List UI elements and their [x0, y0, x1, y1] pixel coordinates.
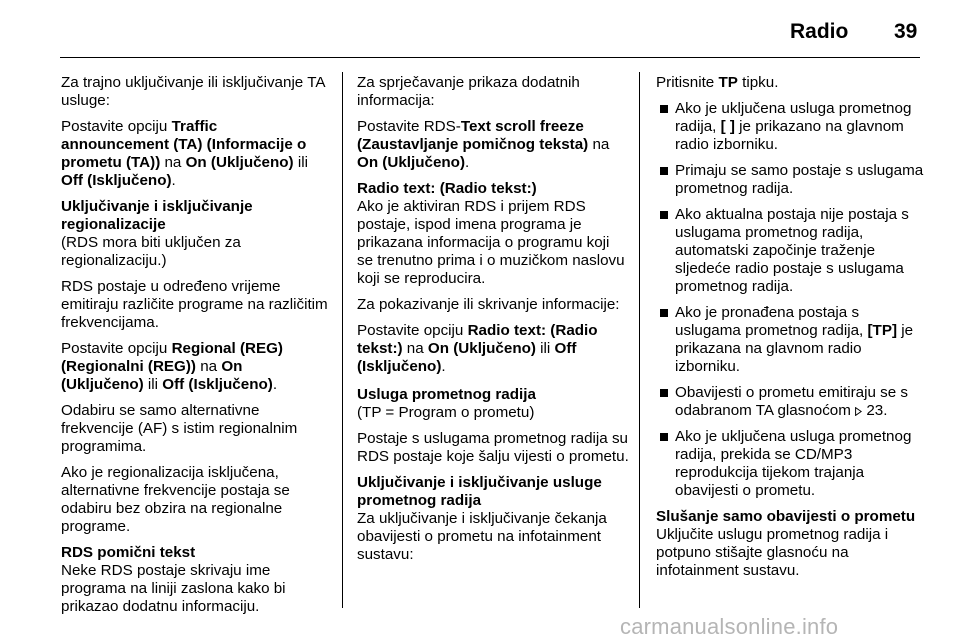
page-title: Radio	[790, 20, 849, 43]
bullet-list	[656, 100, 928, 500]
text: Postavite opciju	[357, 322, 468, 339]
paragraph: Za sprječavanje prikaza dodatnih informacija:	[357, 74, 580, 109]
paragraph: (RDS mora biti uključen za regionalizaciju.)	[61, 234, 241, 269]
indicator-symbol: [ ]	[720, 118, 735, 135]
text: .	[465, 154, 470, 171]
section-heading: Radio text: (Radio tekst:)	[357, 180, 537, 197]
section-heading: Usluga prometnog radija	[357, 386, 536, 403]
bullet-icon	[660, 105, 668, 113]
text: Postavite opciju	[61, 118, 172, 135]
paragraph: (TP = Program o prometu)	[357, 404, 535, 421]
list-item	[656, 206, 928, 296]
page-reference[interactable]: 23	[866, 402, 884, 419]
button-name: TP	[718, 74, 738, 91]
list-item	[656, 100, 928, 154]
text: Ako je uključena usluga prometnog radija,	[675, 100, 912, 135]
text: je prikazano na glavnom radio izborniku.	[675, 118, 904, 153]
option-value: On (Uključeno)	[357, 154, 466, 171]
page-number: 39	[894, 20, 918, 43]
option-value: Off (Isključeno)	[357, 340, 577, 375]
paragraph: Za pokazivanje ili skrivanje informacije:	[357, 296, 620, 313]
paragraph: Uključite uslugu prometnog radija i potpuno stišajte glasnoću na infotainment sustavu.	[656, 526, 889, 579]
column-3	[656, 74, 928, 588]
paragraph: Odabiru se samo alternativne frekvencije (AF) s istim regionalnim programima.	[61, 402, 298, 455]
text: .	[883, 402, 888, 419]
column-2	[357, 74, 629, 572]
section-heading: RDS pomični tekst	[61, 544, 196, 561]
text: Postavite opciju	[61, 340, 172, 357]
bullet-icon	[660, 389, 668, 397]
text: Postavite RDS-	[357, 118, 461, 135]
list-item	[656, 162, 928, 198]
bullet-icon	[660, 433, 668, 441]
text: na	[196, 358, 222, 375]
option-value: On (Uključeno)	[61, 358, 243, 393]
text: .	[171, 172, 176, 189]
paragraph: Ako je aktiviran RDS i prijem RDS postaje, ispod imena programa je prikazana informacija o programu koji se trenutno prima i o muzičkom naslovu koji se reproducira.	[357, 198, 625, 287]
paragraph: Ako je regionalizacija isključena, alternativne frekvencije postaja se odabiru bez obzira na regionalne programe.	[61, 464, 290, 535]
text: na	[402, 340, 428, 357]
paragraph: RDS postaje u određeno vrijeme emitiraju različite programe na različitim frekvencijama.	[61, 278, 328, 331]
paragraph: Postaje s uslugama prometnog radija su RDS postaje koje šalju vijesti o prometu.	[357, 430, 629, 465]
column-divider-2	[639, 72, 640, 608]
paragraph	[357, 118, 629, 172]
paragraph	[357, 322, 629, 376]
text: Obavijesti o prometu emitiraju se s odabranom TA glasnoćom	[675, 384, 908, 419]
text: .	[441, 358, 446, 375]
paragraph: Neke RDS postaje skrivaju ime programa na liniji zaslona kako bi prikazao dodatnu informaciju.	[61, 562, 286, 615]
text: ili	[293, 154, 308, 171]
text: ili	[535, 340, 555, 357]
list-item	[656, 428, 928, 500]
page-header	[0, 0, 960, 60]
header-rule	[60, 57, 920, 58]
option-name: Traffic announcement (TA) (Informacije o prometu (TA))	[61, 118, 307, 171]
section-heading: Slušanje samo obavijesti o prometu	[656, 508, 916, 525]
option-value: On (Uključeno)	[427, 340, 536, 357]
text: na	[160, 154, 186, 171]
paragraph	[656, 74, 928, 92]
text: je prikazana na glavnom radio izborniku.	[675, 322, 914, 375]
option-name: Regional (REG) (Regionalni (REG))	[61, 340, 283, 375]
option-value: On (Uključeno)	[185, 154, 294, 171]
section-heading: Uključivanje i isključivanje usluge prometnog radija	[357, 474, 602, 509]
bullet-icon	[660, 309, 668, 317]
text: Ako je uključena usluga prometnog radija, prekida se CD/MP3 reprodukcija tijekom trajanja obavijesti o prometu.	[675, 428, 912, 499]
triangle-arrow-icon	[855, 407, 862, 416]
paragraph	[61, 118, 329, 190]
text: Ako aktualna postaja nije postaja s uslugama prometnog radija, automatski započinje traženje sljedeće radio postaje s uslugama prometnog radija.	[675, 206, 909, 295]
column-divider-1	[342, 72, 343, 608]
text: .	[272, 376, 278, 393]
option-name: Radio text: (Radio tekst:)	[357, 322, 598, 357]
paragraph	[61, 340, 329, 394]
section-heading: Uključivanje i isključivanje regionalizacije	[61, 198, 253, 233]
paragraph: Za uključivanje i isključivanje čekanja obavijesti o prometu na infotainment sustavu:	[357, 510, 607, 563]
text: na	[588, 136, 610, 153]
text: tipku.	[737, 74, 779, 91]
option-value: Off (Isključeno)	[162, 376, 273, 393]
watermark: carmanualsonline.info	[620, 614, 839, 639]
text: Pritisnite	[656, 74, 719, 91]
paragraph: Za trajno uključivanje ili isključivanje TA usluge:	[61, 74, 325, 109]
list-item	[656, 384, 928, 420]
bullet-icon	[660, 211, 668, 219]
indicator-symbol: [TP]	[867, 322, 898, 339]
bullet-icon	[660, 167, 668, 175]
list-item	[656, 304, 928, 376]
option-name: Text scroll freeze (Zaustavljanje pomičnog teksta)	[357, 118, 589, 153]
text: Primaju se samo postaje s uslugama prometnog radija.	[675, 162, 924, 197]
text: Ako je pronađena postaja s uslugama prometnog radija,	[675, 304, 868, 339]
text: ili	[143, 376, 163, 393]
column-1	[61, 74, 329, 624]
option-value: Off (Isključeno)	[61, 172, 172, 189]
